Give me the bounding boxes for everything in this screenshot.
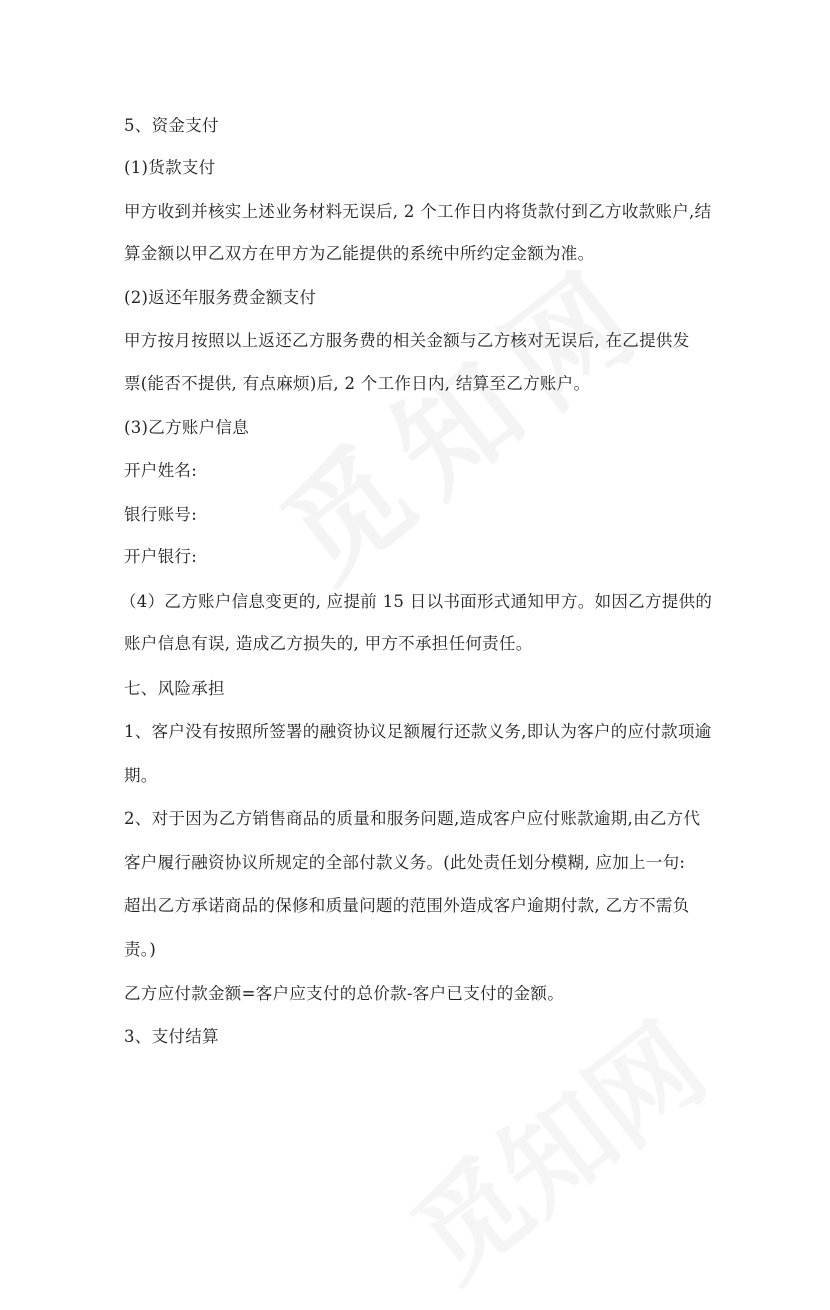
paragraph-line: 甲方收到并核实上述业务材料无误后, 2 个工作日内将货款付到乙方收款账户,结 (124, 202, 712, 221)
watermark-bottom (375, 1000, 685, 1279)
paragraph-line: 1、客户没有按照所签署的融资协议足额履行还款义务,即认为客户的应付款项逾 (124, 722, 712, 741)
section-heading-risk: 七、风险承担 (124, 679, 225, 698)
paragraph-line: 甲方按月按照以上返还乙方服务费的相关金额与乙方核对无误后, 在乙提供发 (124, 331, 690, 350)
field-account-name: 开户姓名: (124, 461, 198, 480)
paragraph-line: 期。 (124, 766, 158, 785)
paragraph-line: 乙方应付款金额=客户应支付的总价款-客户已支付的金额。 (124, 984, 565, 1003)
section-heading-funds-payment: 5、资金支付 (124, 116, 219, 135)
paragraph-line: 超出乙方承诺商品的保修和质量问题的范围外造成客户逾期付款, 乙方不需负 (124, 896, 690, 915)
paragraph-line: 2、对于因为乙方销售商品的质量和服务问题,造成客户应付账款逾期,由乙方代 (124, 809, 701, 828)
paragraph-line: 责。) (124, 940, 157, 959)
section-heading-settlement: 3、支付结算 (124, 1027, 219, 1046)
subheading-service-fee: (2)返还年服务费金额支付 (124, 288, 317, 307)
field-bank-account: 银行账号: (124, 505, 198, 524)
field-bank-name: 开户银行: (124, 547, 198, 566)
subheading-goods-payment: (1)货款支付 (124, 158, 216, 177)
paragraph-line: 客户履行融资协议所规定的全部付款义务。(此处责任划分模糊, 应加上一句: (124, 853, 686, 872)
paragraph-line: 算金额以甲乙双方在甲方为乙能提供的系统中所约定金额为准。 (124, 244, 595, 263)
paragraph-line: 票(能否不提供, 有点麻烦)后, 2 个工作日内, 结算至乙方账户。 (124, 374, 591, 393)
paragraph-line: （4）乙方账户信息变更的, 应提前 15 日以书面形式通知甲方。如因乙方提供的 (120, 592, 713, 611)
paragraph-line: 账户信息有误, 造成乙方损失的, 甲方不承担任何责任。 (124, 634, 533, 653)
subheading-account-info: (3)乙方账户信息 (124, 418, 250, 437)
